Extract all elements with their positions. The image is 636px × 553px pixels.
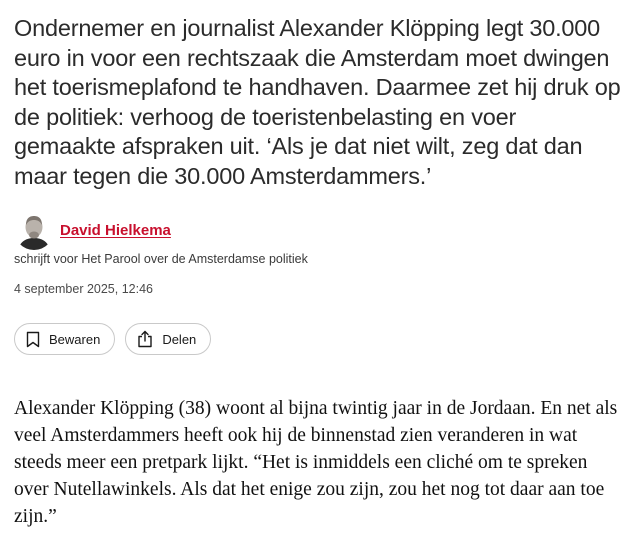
share-icon (137, 330, 153, 348)
author-avatar[interactable] (14, 210, 54, 250)
author-name-link[interactable]: David Hielkema (60, 221, 171, 239)
author-row (14, 210, 171, 250)
bookmark-icon (26, 331, 40, 348)
share-button[interactable] (125, 323, 211, 355)
save-button[interactable] (14, 323, 115, 355)
author-bio: schrijft voor Het Parool over de Amsterdamse politiek (14, 252, 308, 266)
publish-timestamp: 4 september 2025, 12:46 (14, 282, 153, 296)
article-actions (14, 323, 211, 355)
share-button-label: Delen (162, 331, 197, 347)
author-portrait-icon (14, 210, 54, 250)
save-button-label: Bewaren (49, 331, 101, 347)
article-lead: Ondernemer en journalist Alexander Klöpping legt 30.000 euro in voor een rechtszaak die Amsterdam moet dwingen het toerismeplafond te handhaven. Daarmee zet hij druk op de politiek: verhoog de toeristenbelasting en voer gemaakte afspraken uit. ‘Als je dat niet wilt, zeg dat dan maar tegen die 30.000 Amsterdammers.’ (14, 15, 621, 189)
article-body: Alexander Klöpping (38) woont al bijna twintig jaar in de Jordaan. En net als veel Amsterdammers heeft ook hij de binnenstad zien veranderen in wat steeds meer een pretpark lijkt. “Het is inmiddels een cliché om te spreken over Nutellawinkels. Als dat het enige zou zijn, zou het nog tot daar aan toe zijn.” (14, 398, 618, 527)
